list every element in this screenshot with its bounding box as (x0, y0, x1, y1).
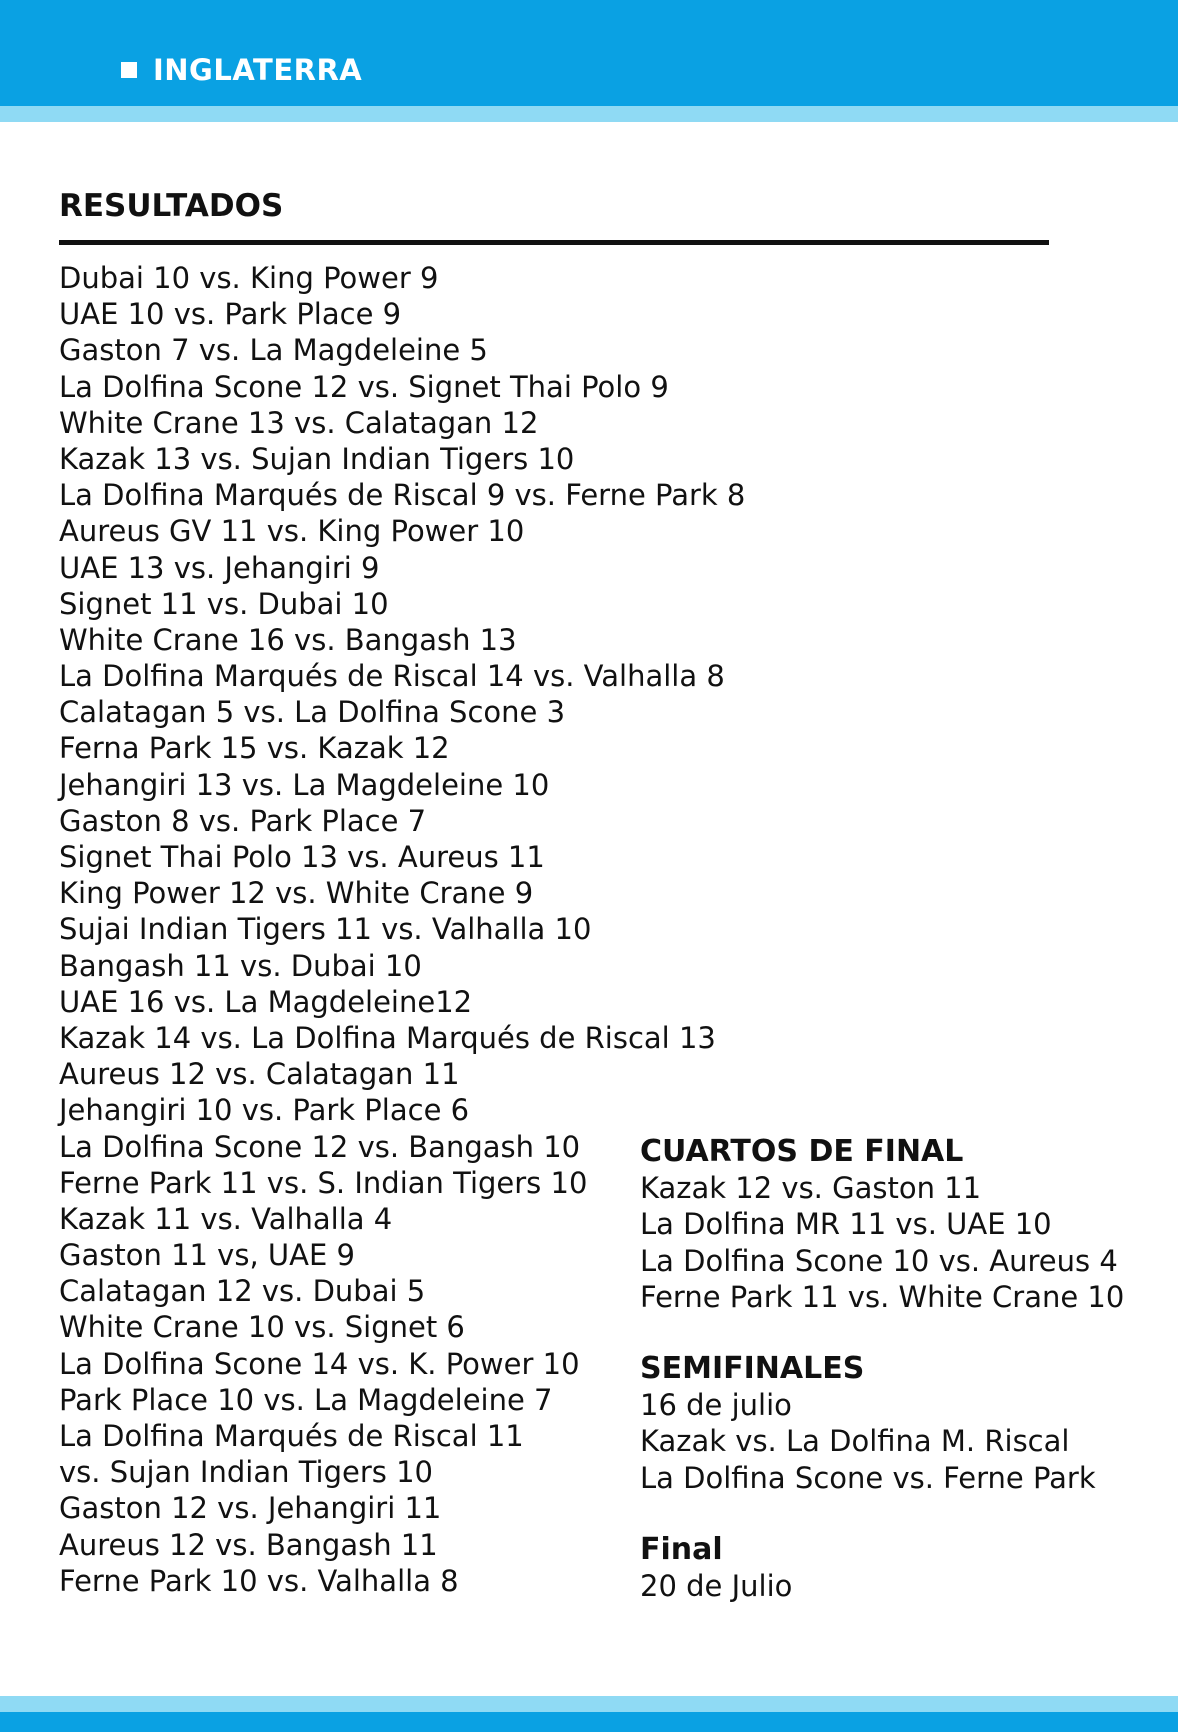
result-item: White Crane 13 vs. Calatagan 12 (59, 405, 539, 440)
result-item: Dubai 10 vs. King Power 9 (59, 261, 439, 295)
result-item: La Dolfina Scone 14 vs. K. Power 10 (59, 1346, 580, 1381)
result-item: UAE 10 vs. Park Place 9 (59, 297, 402, 332)
result-item: Kazak 11 vs. Valhalla 4 (59, 1201, 393, 1236)
result-item: La Dolfina Scone 12 vs. Signet Thai Polo 9 (59, 369, 669, 404)
semifinals-list (640, 1387, 1170, 1496)
result-item: Bangash 11 vs. Dubai 10 (59, 948, 422, 983)
result-item: King Power 12 vs. White Crane 9 (59, 876, 534, 911)
results-divider (59, 240, 1049, 245)
result-item: Aureus 12 vs. Bangash 11 (59, 1527, 438, 1562)
footer-stripe (0, 1696, 1178, 1712)
result-item: Aureus GV 11 vs. King Power 10 (59, 514, 525, 549)
result-item: Ferne Park 10 vs. Valhalla 8 (59, 1563, 459, 1598)
result-item: La Dolfina Marqués de Riscal 11 (59, 1419, 524, 1453)
result-item: Ferna Park 15 vs. Kazak 12 (59, 731, 450, 766)
result-item: White Crane 16 vs. Bangash 13 (59, 622, 517, 657)
result-item: vs. Sujan Indian Tigers 10 (59, 1455, 433, 1490)
section-title: INGLATERRA (153, 53, 363, 87)
result-item: Kazak 14 vs. La Dolfina Marqués de Riscal 13 (59, 1020, 716, 1055)
semifinals-heading: SEMIFINALES (640, 1351, 865, 1386)
result-item: Jehangiri 13 vs. La Magdeleine 10 (59, 767, 550, 802)
result-item: Calatagan 5 vs. La Dolfina Scone 3 (59, 695, 566, 730)
result-item: Park Place 10 vs. La Magdeleine 7 (59, 1382, 553, 1417)
result-item: Jehangiri 10 vs. Park Place 6 (59, 1093, 470, 1128)
final-list (640, 1568, 1170, 1604)
final-section (640, 1532, 1170, 1604)
result-item: La Dolfina Marqués de Riscal 14 vs. Valhalla 8 (59, 659, 725, 694)
semifinal-item: La Dolfina Scone vs. Ferne Park (640, 1460, 1096, 1495)
quarterfinals-list (640, 1170, 1170, 1315)
result-item: La Dolfina Marqués de Riscal 9 vs. Ferne Park 8 (59, 478, 746, 513)
semifinals-section (640, 1351, 1170, 1496)
result-item: Calatagan 12 vs. Dubai 5 (59, 1274, 426, 1309)
final-heading: Final (640, 1532, 723, 1567)
result-item: Gaston 7 vs. La Magdeleine 5 (59, 333, 488, 368)
quarterfinals-heading: CUARTOS DE FINAL (640, 1134, 964, 1169)
quarterfinal-item: La Dolfina Scone 10 vs. Aureus 4 (640, 1243, 1118, 1278)
section-square-icon (121, 62, 137, 78)
quarterfinals-section (640, 1134, 1170, 1315)
result-item: Aureus 12 vs. Calatagan 11 (59, 1057, 460, 1092)
result-item: UAE 13 vs. Jehangiri 9 (59, 550, 380, 585)
result-item: Signet 11 vs. Dubai 10 (59, 586, 389, 621)
result-item: Sujai Indian Tigers 11 vs. Valhalla 10 (59, 912, 592, 947)
quarterfinal-item: Kazak 12 vs. Gaston 11 (640, 1171, 982, 1206)
result-item: Gaston 8 vs. Park Place 7 (59, 803, 427, 838)
semifinal-item: 16 de julio (640, 1388, 792, 1423)
result-item: Ferne Park 11 vs. S. Indian Tigers 10 (59, 1165, 588, 1200)
result-item: UAE 16 vs. La Magdeleine12 (59, 984, 473, 1019)
result-item: Gaston 12 vs. Jehangiri 11 (59, 1491, 442, 1526)
header-stripe (0, 106, 1178, 122)
result-item: Signet Thai Polo 13 vs. Aureus 11 (59, 840, 545, 874)
footer-band (0, 1712, 1178, 1732)
result-item: White Crane 10 vs. Signet 6 (59, 1310, 465, 1345)
quarterfinal-item: Ferne Park 11 vs. White Crane 10 (640, 1279, 1125, 1314)
result-item: La Dolfina Scone 12 vs. Bangash 10 (59, 1129, 581, 1164)
result-item: Gaston 11 vs, UAE 9 (59, 1238, 355, 1273)
final-item: 20 de Julio (640, 1569, 793, 1604)
results-heading: RESULTADOS (59, 188, 284, 224)
result-item: Kazak 13 vs. Sujan Indian Tigers 10 (59, 441, 575, 476)
semifinal-item: Kazak vs. La Dolfina M. Riscal (640, 1424, 1070, 1459)
quarterfinal-item: La Dolfina MR 11 vs. UAE 10 (640, 1207, 1052, 1242)
